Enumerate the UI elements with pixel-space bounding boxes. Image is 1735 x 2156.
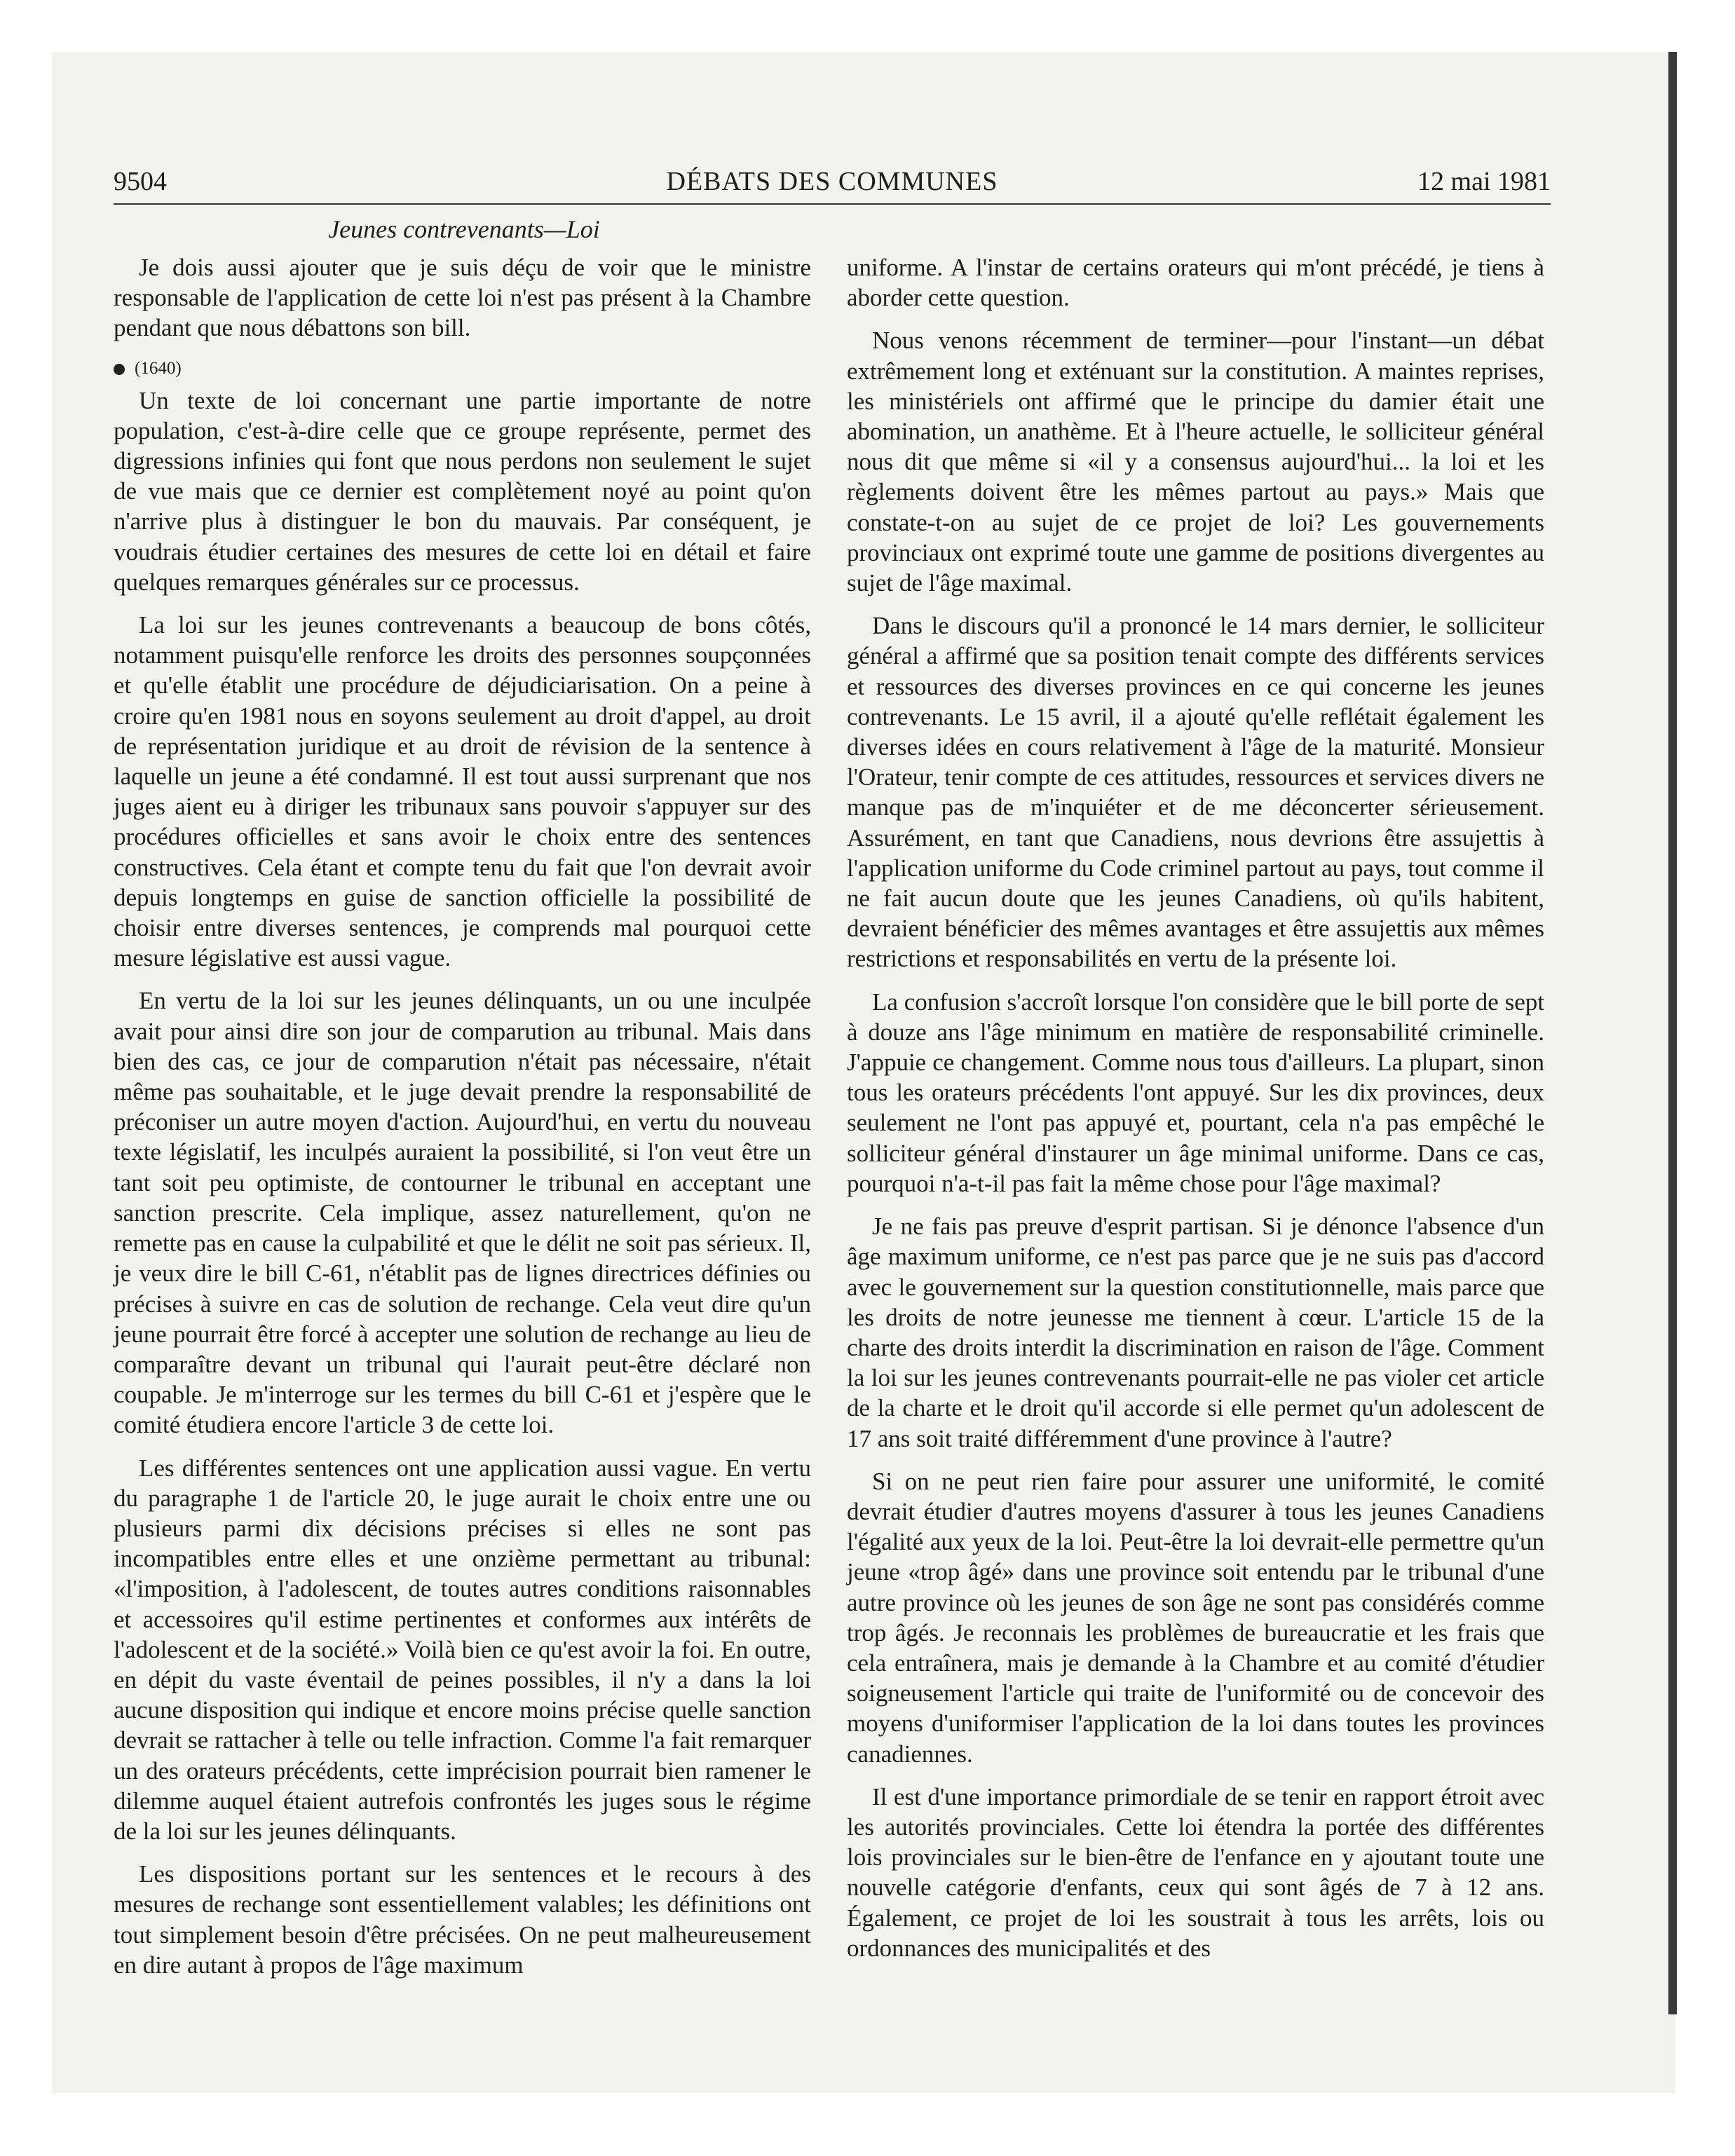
paragraph: Si on ne peut rien faire pour assurer une uniformité, le comité devrait étudier d'autres moyens d'assurer à tous les jeunes Canadiens l'égalité aux yeux de la loi. Peut-être la loi devrait-elle permettre qu'un jeune «trop âgé» dans une province soit entendu par le tribunal d'une autre province où les jeunes de son âge ne sont pas considérés comme trop âgés. Je reconnais les problèmes de bureaucratie et les frais que cela entraînera, mais je demande à la Chambre et au comité d'étudier soigneusement l'article qui traite de l'uniformité ou de concevoir des moyens d'uniformiser l'application de la loi dans toutes les provinces canadiennes. xyxy=(847,1467,1544,1768)
scan-edge-bar xyxy=(1668,52,1677,2014)
left-column xyxy=(114,252,811,1993)
time-marker xyxy=(114,356,811,381)
page-header xyxy=(114,164,1551,205)
paragraph: uniforme. A l'instar de certains orateurs qui m'ont précédé, je tiens à aborder cette question. xyxy=(847,254,1544,312)
section-title: Jeunes contrevenants—Loi xyxy=(328,215,600,243)
paragraph: La confusion s'accroît lorsque l'on considère que le bill porte de sept à douze ans l'âge minimum en matière de responsabilité criminelle. J'appuie ce changement. Comme nous tous d'ailleurs. La plupart, sinon tous les orateurs précédents l'ont appuyé. Sur les dix provinces, deux seulement ne l'ont pas appuyé et, pourtant, cela n'a pas empêché le solliciteur général d'instaurer un âge minimal uniforme. Dans ce cas, pourquoi n'a-t-il pas fait la même chose pour l'âge maximal? xyxy=(847,988,1544,1197)
journal-title: DÉBATS DES COMMUNES xyxy=(666,167,998,196)
bullet-icon xyxy=(114,364,125,375)
right-column xyxy=(847,252,1544,1976)
paragraph: Il est d'une importance primordiale de se tenir en rapport étroit avec les autorités provinciales. Cette loi étendra la portée des différentes lois provinciales sur le bien-être de l'enfance en y ajoutant toute une nouvelle catégorie d'enfants, ceux qui sont âgés de 7 à 12 ans. Également, ce projet de loi les soustrait à tous les arrêts, lois ou ordonnances des municipalités et des xyxy=(847,1782,1544,1962)
paragraph: Les dispositions portant sur les sentences et le recours à des mesures de rechange sont essentiellement valables; les définitions ont tout simplement besoin d'être précisées. On ne peut malheureusement en dire autant à propos de l'âge maximum xyxy=(114,1860,811,1979)
paragraph: Nous venons récemment de terminer—pour l'instant—un débat extrêmement long et exténuant sur la constitution. A maintes reprises, les ministériels ont affirmé que le principe du damier était une abomination, un anathème. Et à l'heure actuelle, le solliciteur général nous dit que même si «il y a consensus aujourd'hui... la loi et les règlements doivent être les mêmes partout au pays.» Mais que constate-t-on au sujet de ce projet de loi? Les gouvernements provinciaux ont exprimé toute une gamme de positions divergentes au sujet de l'âge maximal. xyxy=(847,327,1544,597)
page-number: 9504 xyxy=(114,167,167,196)
time-marker-text: (1640) xyxy=(135,358,182,378)
paragraph: Je ne fais pas preuve d'esprit partisan. Si je dénonce l'absence d'un âge maximum uniforme, ce n'est pas parce que je ne suis pas d'accord avec le gouvernement sur la question constitutionnelle, mais parce que les droits de notre jeunesse me tiennent à cœur. L'article 15 de la charte des droits interdit la discrimination en raison de l'âge. Comment la loi sur les jeunes contrevenants pourrait-elle ne pas violer cet article de la charte et le droit qu'il accorde si elle permet qu'un adolescent de 17 ans soit traité différemment d'une province à l'autre? xyxy=(847,1213,1544,1452)
paragraph: Les différentes sentences ont une application aussi vague. En vertu du paragraphe 1 de l'article 20, le juge aurait le choix entre une ou plusieurs parmi dix décisions précises si elles ne sont pas incompatibles entre elles et une onzième permettant au tribunal: «l'imposition, à l'adolescent, de toutes autres conditions raisonnables et accessoires qu'il estime pertinentes et conformes aux intérêts de l'adolescent et de la société.» Voilà bien ce qu'est avoir la foi. En outre, en dépit du vaste éventail de peines possibles, il n'y a dans la loi aucune disposition qui indique et encore moins précise quelle sanction devrait se rattacher à telle ou telle infraction. Comme l'a fait remarquer un des orateurs précédents, cette imprécision pourrait bien ramener le dilemme auquel étaient autrefois confrontés les juges sous le régime de la loi sur les jeunes délinquants. xyxy=(114,1454,811,1845)
paragraph: Un texte de loi concernant une partie importante de notre population, c'est-à-dire celle que ce groupe représente, permet des digressions infinies qui font que nous perdons non seulement le sujet de vue mais que ce dernier est complètement noyé au point qu'on n'arrive plus à distinguer le bon du mauvais. Par conséquent, je voudrais étudier certaines des mesures de cette loi en détail et faire quelques remarques générales sur ce processus. xyxy=(114,386,811,596)
paragraph: En vertu de la loi sur les jeunes délinquants, un ou une inculpée avait pour ainsi dire son jour de comparution au tribunal. Mais dans bien des cas, ce jour de comparution n'était pas nécessaire, n'était même pas souhaitable, et le juge devait prendre la responsabilité de préconiser un autre moyen d'action. Aujourd'hui, en vertu du nouveau texte législatif, les inculpés auraient la possibilité, si l'on veut être un tant soit peu optimiste, de contourner le tribunal en acceptant une sanction prescrite. Cela implique, assez naturellement, qu'on ne remette pas en cause la culpabilité et que le délit ne soit pas sérieux. Il, je veux dire le bill C-61, n'établit pas de lignes directrices définies ou précises à suivre en cas de solution de rechange. Cela veut dire qu'un jeune pourrait être forcé à accepter une solution de rechange au lieu de comparaître devant un tribunal qui l'aurait peut-être déclaré non coupable. Je m'interroge sur les termes du bill C-61 et j'espère que le comité étudiera encore l'article 3 de cette loi. xyxy=(114,987,811,1439)
paragraph: La loi sur les jeunes contrevenants a beaucoup de bons côtés, notamment puisqu'elle renforce les droits des personnes soupçonnées et qu'elle établit une procédure de déjudiciarisation. On a peine à croire qu'en 1981 nous en soyons seulement au droit d'appel, au droit de représentation juridique et au droit de révision de la sentence à laquelle un jeune a été condamné. Il est tout aussi surprenant que nos juges aient eu à diriger les tribunaux sans pouvoir s'appuyer sur des procédures officielles et sans avoir le choix entre des sentences constructives. Cela étant et compte tenu du fait que l'on devrait avoir depuis longtemps en guise de sanction officielle la possibilité de choisir entre diverses sentences, je comprends mal pourquoi cette mesure législative est aussi vague. xyxy=(114,611,811,972)
issue-date: 12 mai 1981 xyxy=(1417,167,1551,196)
paragraph: Dans le discours qu'il a prononcé le 14 mars dernier, le solliciteur général a affirmé que sa position tenait compte des différents services et ressources des diverses provinces en ce qui concerne les jeunes contrevenants. Le 15 avril, il a ajouté qu'elle reflétait également les diverses idées en cours relativement à l'âge de la maturité. Monsieur l'Orateur, tenir compte de ces attitudes, ressources et services divers ne manque pas de m'inquiéter et de me déconcerter sérieusement. Assurément, en tant que Canadiens, nous devrions être assujettis à l'application uniforme du Code criminel partout au pays, tout comme il ne fait aucun doute que les jeunes Canadiens, où qu'ils habitent, devraient bénéficier des mêmes avantages et être assujettis aux mêmes restrictions et responsabilités en vertu de la présente loi. xyxy=(847,612,1544,973)
paragraph: Je dois aussi ajouter que je suis déçu de voir que le ministre responsable de l'application de cette loi n'est pas présent à la Chambre pendant que nous débattons son bill. xyxy=(114,254,811,342)
